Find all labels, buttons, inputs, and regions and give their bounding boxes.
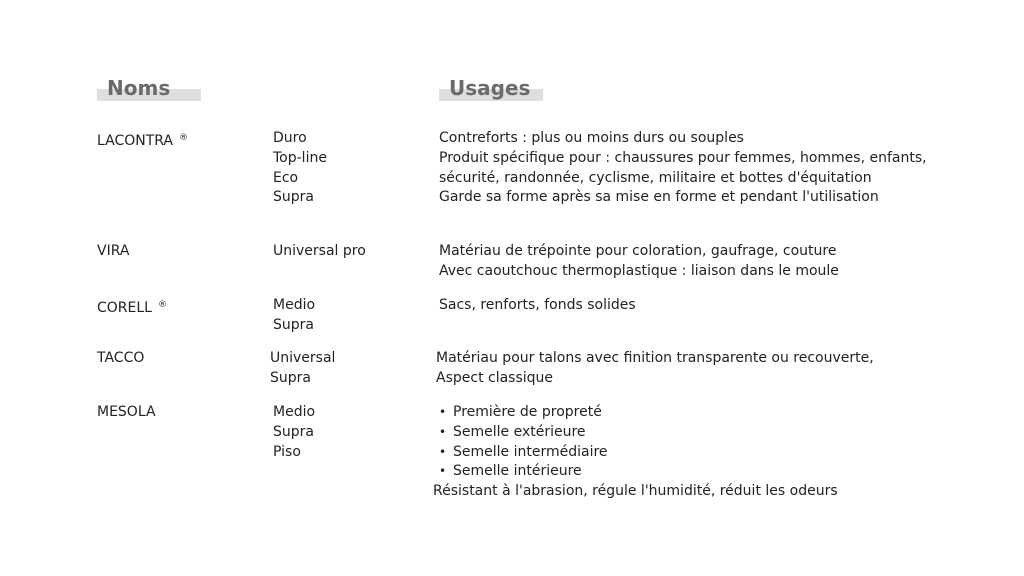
variant: Eco [273,169,299,186]
product-name: MESOLA [97,404,156,420]
bullet-dot-icon: • [439,464,447,479]
heading-names-label: Noms [107,76,171,100]
usage-line: Garde sa forme après sa mise en forme et pendant l'utilisation [439,189,879,206]
product-name: LACONTRA [97,133,174,149]
registered-mark: ® [179,133,189,143]
product-name: CORELL [97,300,152,316]
usage-line: Matériau pour talons avec finition transparente ou recouverte, [436,350,874,366]
bullet-dot-icon: • [439,444,447,459]
product-name: VIRA [97,243,130,259]
product-name-lacontra [97,129,188,152]
variant: Universal [270,350,336,366]
variant: Supra [273,189,314,206]
product-name-vira [97,242,129,262]
usage-line: Avec caoutchouc thermoplastique : liaison dans le moule [439,262,839,279]
usages-corell [439,296,636,316]
variant: Piso [273,443,301,460]
bullet-item: • Première de propreté [433,403,838,423]
usages-tacco [436,349,874,389]
bullet-dot-icon: • [439,405,447,419]
usage-line: Produit spécifique pour : chaussures pour femmes, hommes, enfants, [439,149,927,166]
heading-usages-label: Usages [449,76,531,100]
usages-mesola [433,403,838,502]
bullet-dot-icon: • [439,424,447,439]
usage-line: sécurité, randonnée, cyclisme, militaire et bottes d'équitation [439,169,872,186]
variants-vira [273,242,366,262]
usage-line: Sacs, renforts, fonds solides [439,297,636,313]
variant: Medio [273,297,316,313]
usages-vira [439,242,839,282]
product-name: TACCO [97,350,145,366]
variants-corell [273,296,315,336]
variant: Supra [273,316,314,333]
product-name-mesola [97,403,156,423]
bullet-item: • Semelle intermédiaire [433,443,838,463]
variant: Medio [273,404,316,420]
variants-lacontra [273,129,327,208]
bullet-item: • Semelle extérieure [433,423,838,443]
bullet-item: • Semelle intérieure [433,462,838,482]
usage-line: Aspect classique [436,369,554,386]
variant: Supra [270,369,311,386]
usage-line: Résistant à l'abrasion, régule l'humidité, réduit les odeurs [433,483,838,500]
variants-mesola [273,403,315,462]
product-name-tacco [97,349,144,369]
usage-line: Matériau de trépointe pour coloration, gaufrage, couture [439,243,837,259]
variant: Universal pro [273,243,366,259]
variants-tacco [270,349,335,389]
usages-lacontra [439,129,927,208]
variant: Duro [273,130,307,146]
variant: Top-line [273,149,327,166]
product-name-corell [97,296,167,319]
variant: Supra [273,423,314,440]
usage-line: Contreforts : plus ou moins durs ou souples [439,130,744,146]
registered-mark: ® [157,300,167,310]
